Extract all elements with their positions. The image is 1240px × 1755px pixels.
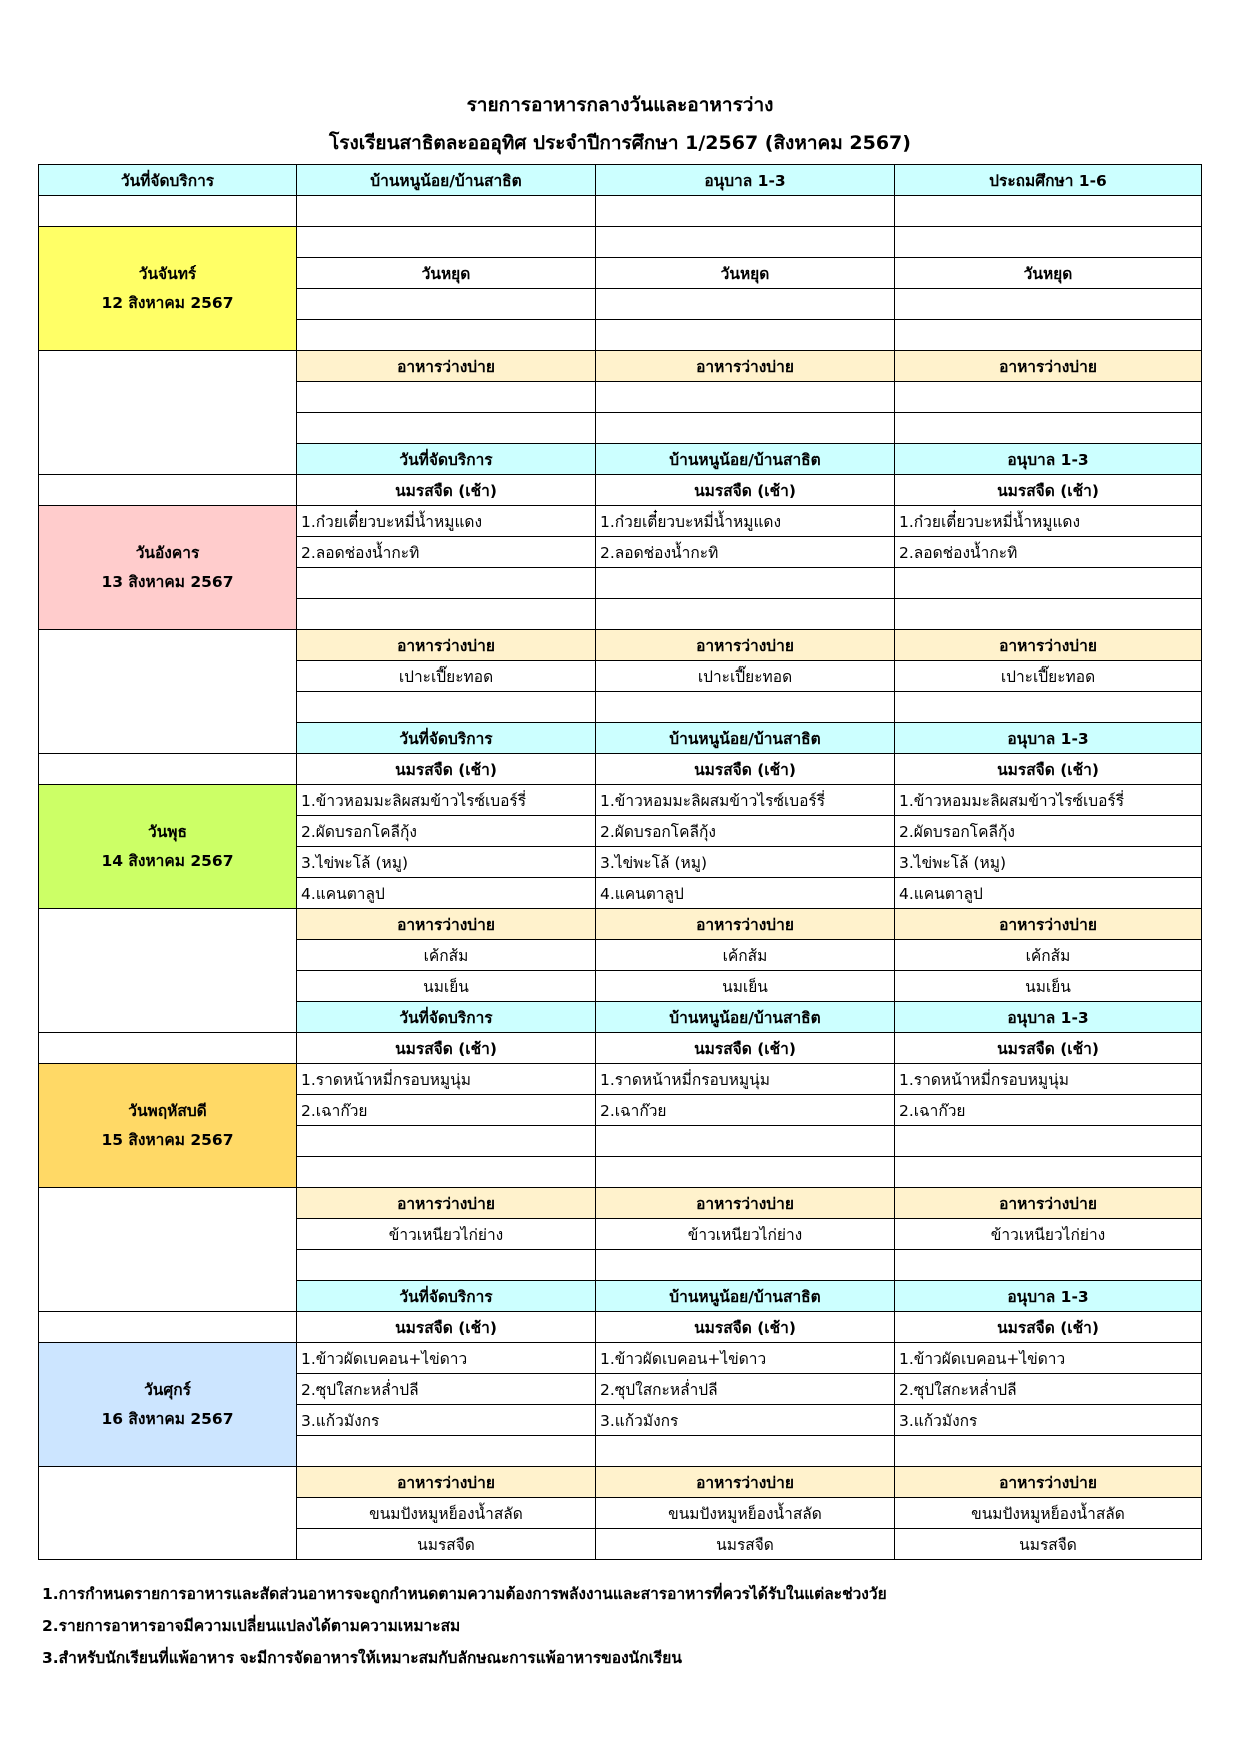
header-row xyxy=(39,165,1202,196)
lunch-item-cell: 4.แคนตาลูป xyxy=(596,878,895,909)
note-1: 1.การกำหนดรายการอาหารและสัดส่วนอาหารจะถูกกำหนดตามความต้องการพลังงานและสารอาหารที่ควรได้รับในแต่ละช่วงวัย xyxy=(42,1585,887,1603)
snack-header-cell: อาหารว่างบ่าย xyxy=(596,1188,895,1219)
lunch-item-cell: 2.ผัดบรอกโคลีกุ้ง xyxy=(297,816,596,847)
header-group-cell: บ้านหนูน้อย/บ้านสาธิต xyxy=(596,1002,895,1033)
snack-header-cell: อาหารว่างบ่าย xyxy=(596,1467,895,1498)
empty-cell xyxy=(895,382,1202,413)
snack-item-cell: เปาะเปี๊ยะทอด xyxy=(895,661,1202,692)
header-group-cell: อนุบาล 1-3 xyxy=(596,165,895,196)
lunch-item-cell: 2.ลอดช่องน้ำกะทิ xyxy=(297,537,596,568)
day-date: 12 สิงหาคม 2567 xyxy=(101,293,234,312)
lunch-item-cell: 3.ไข่พะโล้ (หมู) xyxy=(297,847,596,878)
blank-date-cell xyxy=(39,1312,297,1343)
menu-row xyxy=(39,630,1202,661)
snack-header-cell: อาหารว่างบ่าย xyxy=(895,630,1202,661)
lunch-item-cell: 1.ข้าวหอมมะลิผสมข้าวไรซ์เบอร์รี่ xyxy=(297,785,596,816)
day-date: 16 สิงหาคม 2567 xyxy=(101,1409,234,1428)
day-name: วันศุกร์ xyxy=(144,1380,191,1399)
header-group-cell: บ้านหนูน้อย/บ้านสาธิต xyxy=(596,1281,895,1312)
morning-milk-cell: นมรสจืด (เช้า) xyxy=(596,1033,895,1064)
menu-table xyxy=(38,164,1202,1560)
menu-row xyxy=(39,475,1202,506)
lunch-item-cell: 2.เฉาก๊วย xyxy=(297,1095,596,1126)
snack-header-cell: อาหารว่างบ่าย xyxy=(895,1467,1202,1498)
holiday-cell: วันหยุด xyxy=(895,258,1202,289)
blank-date-cell xyxy=(39,630,297,754)
snack-header-cell: อาหารว่างบ่าย xyxy=(297,630,596,661)
snack-header-cell: อาหารว่างบ่าย xyxy=(895,351,1202,382)
day-name: วันอังคาร xyxy=(135,543,200,562)
empty-cell xyxy=(895,692,1202,723)
empty-cell xyxy=(895,413,1202,444)
empty-cell xyxy=(895,599,1202,630)
header-group-cell: อนุบาล 1-3 xyxy=(895,444,1202,475)
snack-header-cell: อาหารว่างบ่าย xyxy=(297,909,596,940)
menu-row xyxy=(39,196,1202,227)
note-3: 3.สำหรับนักเรียนที่แพ้อาหาร จะมีการจัดอาหารให้เหมาะสมกับลักษณะการแพ้อาหารของนักเรียน xyxy=(42,1649,682,1667)
lunch-item-cell: 1.ข้าวผัดเบคอน+ไข่ดาว xyxy=(596,1343,895,1374)
lunch-item-cell: 1.ก๋วยเตี๋ยวบะหมี่น้ำหมูแดง xyxy=(297,506,596,537)
morning-milk-cell: นมรสจืด (เช้า) xyxy=(596,754,895,785)
empty-cell xyxy=(895,1126,1202,1157)
empty-cell xyxy=(596,1126,895,1157)
page-title: รายการอาหารกลางวันและอาหารว่าง xyxy=(466,94,774,116)
menu-row xyxy=(39,351,1202,382)
header-date-cell: วันที่จัดบริการ xyxy=(297,1002,596,1033)
snack-item-cell: ข้าวเหนียวไก่ย่าง xyxy=(895,1219,1202,1250)
empty-cell xyxy=(895,1157,1202,1188)
empty-cell xyxy=(297,227,596,258)
empty-cell xyxy=(596,413,895,444)
header-date-cell: วันที่จัดบริการ xyxy=(297,1281,596,1312)
day-date: 15 สิงหาคม 2567 xyxy=(101,1130,234,1149)
empty-cell xyxy=(596,227,895,258)
snack-header-cell: อาหารว่างบ่าย xyxy=(297,351,596,382)
lunch-item-cell: 1.ข้าวหอมมะลิผสมข้าวไรซ์เบอร์รี่ xyxy=(895,785,1202,816)
lunch-item-cell: 2.ลอดช่องน้ำกะทิ xyxy=(596,537,895,568)
lunch-item-cell: 2.ซุปใสกะหล่ำปลี xyxy=(297,1374,596,1405)
empty-cell xyxy=(895,1436,1202,1467)
snack-header-cell: อาหารว่างบ่าย xyxy=(297,1188,596,1219)
morning-milk-cell: นมรสจืด (เช้า) xyxy=(297,1033,596,1064)
lunch-item-cell: 2.ผัดบรอกโคลีกุ้ง xyxy=(895,816,1202,847)
blank-date-cell xyxy=(39,351,297,475)
day-cell xyxy=(39,1064,297,1188)
notes xyxy=(42,1578,887,1674)
day-name: วันพุธ xyxy=(148,822,187,841)
header-date-cell: วันที่จัดบริการ xyxy=(297,444,596,475)
lunch-item-cell: 2.เฉาก๊วย xyxy=(596,1095,895,1126)
menu-row xyxy=(39,909,1202,940)
empty-cell xyxy=(297,1436,596,1467)
empty-cell xyxy=(297,599,596,630)
empty-cell xyxy=(596,382,895,413)
header-date-cell: วันที่จัดบริการ xyxy=(39,165,297,196)
header-group-cell: อนุบาล 1-3 xyxy=(895,1281,1202,1312)
empty-cell xyxy=(895,1250,1202,1281)
menu-row xyxy=(39,1343,1202,1374)
snack-item-cell: นมรสจืด xyxy=(895,1529,1202,1560)
menu-row xyxy=(39,1312,1202,1343)
snack-item-cell: ขนมปังหมูหย็องน้ำสลัด xyxy=(297,1498,596,1529)
snack-item-cell: เค้กส้ม xyxy=(297,940,596,971)
snack-item-cell: นมรสจืด xyxy=(596,1529,895,1560)
lunch-item-cell: 1.ราดหน้าหมี่กรอบหมูนุ่ม xyxy=(297,1064,596,1095)
snack-item-cell: ข้าวเหนียวไก่ย่าง xyxy=(297,1219,596,1250)
lunch-item-cell: 3.แก้วมังกร xyxy=(596,1405,895,1436)
snack-header-cell: อาหารว่างบ่าย xyxy=(895,909,1202,940)
lunch-item-cell: 3.ไข่พะโล้ (หมู) xyxy=(895,847,1202,878)
empty-cell xyxy=(297,196,596,227)
blank-date-cell xyxy=(39,1188,297,1312)
day-cell xyxy=(39,227,297,351)
snack-item-cell: ขนมปังหมูหย็องน้ำสลัด xyxy=(596,1498,895,1529)
lunch-item-cell: 2.ลอดช่องน้ำกะทิ xyxy=(895,537,1202,568)
day-date: 14 สิงหาคม 2567 xyxy=(101,851,234,870)
empty-cell xyxy=(297,289,596,320)
blank-date-cell xyxy=(39,196,297,227)
empty-cell xyxy=(297,1250,596,1281)
menu-row xyxy=(39,754,1202,785)
snack-header-cell: อาหารว่างบ่าย xyxy=(596,630,895,661)
lunch-item-cell: 1.ข้าวหอมมะลิผสมข้าวไรซ์เบอร์รี่ xyxy=(596,785,895,816)
morning-milk-cell: นมรสจืด (เช้า) xyxy=(895,1033,1202,1064)
snack-item-cell: ขนมปังหมูหย็องน้ำสลัด xyxy=(895,1498,1202,1529)
lunch-item-cell: 2.ซุปใสกะหล่ำปลี xyxy=(596,1374,895,1405)
snack-item-cell: เค้กส้ม xyxy=(895,940,1202,971)
blank-date-cell xyxy=(39,475,297,506)
lunch-item-cell: 1.ก๋วยเตี๋ยวบะหมี่น้ำหมูแดง xyxy=(895,506,1202,537)
snack-header-cell: อาหารว่างบ่าย xyxy=(596,909,895,940)
blank-date-cell xyxy=(39,1033,297,1064)
blank-date-cell xyxy=(39,1467,297,1560)
lunch-item-cell: 3.แก้วมังกร xyxy=(895,1405,1202,1436)
empty-cell xyxy=(297,382,596,413)
header-group-cell: อนุบาล 1-3 xyxy=(895,1002,1202,1033)
morning-milk-cell: นมรสจืด (เช้า) xyxy=(596,475,895,506)
menu-row xyxy=(39,506,1202,537)
snack-item-cell: เปาะเปี๊ยะทอด xyxy=(596,661,895,692)
empty-cell xyxy=(895,196,1202,227)
morning-milk-cell: นมรสจืด (เช้า) xyxy=(297,1312,596,1343)
header-group-cell: ประถมศึกษา 1-6 xyxy=(895,165,1202,196)
day-cell xyxy=(39,785,297,909)
snack-item-cell: นมเย็น xyxy=(297,971,596,1002)
empty-cell xyxy=(297,320,596,351)
empty-cell xyxy=(596,599,895,630)
header-group-cell: บ้านหนูน้อย/บ้านสาธิต xyxy=(297,165,596,196)
lunch-item-cell: 2.ซุปใสกะหล่ำปลี xyxy=(895,1374,1202,1405)
empty-cell xyxy=(297,1126,596,1157)
page-subtitle: โรงเรียนสาธิตละอออุทิศ ประจำปีการศึกษา 1/2567 (สิงหาคม 2567) xyxy=(329,132,911,154)
snack-header-cell: อาหารว่างบ่าย xyxy=(297,1467,596,1498)
snack-item-cell: นมรสจืด xyxy=(297,1529,596,1560)
lunch-item-cell: 4.แคนตาลูป xyxy=(895,878,1202,909)
morning-milk-cell: นมรสจืด (เช้า) xyxy=(596,1312,895,1343)
snack-item-cell: เปาะเปี๊ยะทอด xyxy=(297,661,596,692)
day-name: วันจันทร์ xyxy=(138,264,197,283)
snack-header-cell: อาหารว่างบ่าย xyxy=(596,351,895,382)
day-cell xyxy=(39,506,297,630)
empty-cell xyxy=(596,320,895,351)
lunch-item-cell: 1.ราดหน้าหมี่กรอบหมูนุ่ม xyxy=(596,1064,895,1095)
day-date: 13 สิงหาคม 2567 xyxy=(101,572,234,591)
menu-row xyxy=(39,227,1202,258)
day-name: วันพฤหัสบดี xyxy=(128,1101,207,1120)
menu-row xyxy=(39,1033,1202,1064)
day-cell xyxy=(39,1343,297,1467)
snack-item-cell: เค้กส้ม xyxy=(596,940,895,971)
header-group-cell: บ้านหนูน้อย/บ้านสาธิต xyxy=(596,723,895,754)
empty-cell xyxy=(596,289,895,320)
header-group-cell: บ้านหนูน้อย/บ้านสาธิต xyxy=(596,444,895,475)
lunch-item-cell: 3.ไข่พะโล้ (หมู) xyxy=(596,847,895,878)
morning-milk-cell: นมรสจืด (เช้า) xyxy=(895,754,1202,785)
morning-milk-cell: นมรสจืด (เช้า) xyxy=(895,475,1202,506)
empty-cell xyxy=(895,320,1202,351)
empty-cell xyxy=(596,1250,895,1281)
menu-table-body xyxy=(39,165,1202,1560)
empty-cell xyxy=(596,1436,895,1467)
snack-item-cell: นมเย็น xyxy=(596,971,895,1002)
note-2: 2.รายการอาหารอาจมีความเปลี่ยนแปลงได้ตามความเหมาะสม xyxy=(42,1617,461,1635)
snack-header-cell: อาหารว่างบ่าย xyxy=(895,1188,1202,1219)
lunch-item-cell: 1.ข้าวผัดเบคอน+ไข่ดาว xyxy=(895,1343,1202,1374)
lunch-item-cell: 3.แก้วมังกร xyxy=(297,1405,596,1436)
empty-cell xyxy=(596,1157,895,1188)
holiday-cell: วันหยุด xyxy=(596,258,895,289)
blank-date-cell xyxy=(39,909,297,1033)
lunch-item-cell: 1.ราดหน้าหมี่กรอบหมูนุ่ม xyxy=(895,1064,1202,1095)
empty-cell xyxy=(596,692,895,723)
menu-row xyxy=(39,1188,1202,1219)
holiday-cell: วันหยุด xyxy=(297,258,596,289)
lunch-item-cell: 2.เฉาก๊วย xyxy=(895,1095,1202,1126)
menu-row xyxy=(39,785,1202,816)
empty-cell xyxy=(596,568,895,599)
morning-milk-cell: นมรสจืด (เช้า) xyxy=(895,1312,1202,1343)
lunch-item-cell: 2.ผัดบรอกโคลีกุ้ง xyxy=(596,816,895,847)
header-group-cell: อนุบาล 1-3 xyxy=(895,723,1202,754)
empty-cell xyxy=(895,227,1202,258)
morning-milk-cell: นมรสจืด (เช้า) xyxy=(297,475,596,506)
lunch-item-cell: 1.ก๋วยเตี๋ยวบะหมี่น้ำหมูแดง xyxy=(596,506,895,537)
snack-item-cell: นมเย็น xyxy=(895,971,1202,1002)
empty-cell xyxy=(596,196,895,227)
header-date-cell: วันที่จัดบริการ xyxy=(297,723,596,754)
empty-cell xyxy=(297,413,596,444)
blank-date-cell xyxy=(39,754,297,785)
empty-cell xyxy=(297,568,596,599)
snack-item-cell: ข้าวเหนียวไก่ย่าง xyxy=(596,1219,895,1250)
lunch-item-cell: 1.ข้าวผัดเบคอน+ไข่ดาว xyxy=(297,1343,596,1374)
empty-cell xyxy=(297,692,596,723)
empty-cell xyxy=(297,1157,596,1188)
menu-row xyxy=(39,1467,1202,1498)
empty-cell xyxy=(895,568,1202,599)
empty-cell xyxy=(895,289,1202,320)
menu-row xyxy=(39,1064,1202,1095)
morning-milk-cell: นมรสจืด (เช้า) xyxy=(297,754,596,785)
lunch-item-cell: 4.แคนตาลูป xyxy=(297,878,596,909)
